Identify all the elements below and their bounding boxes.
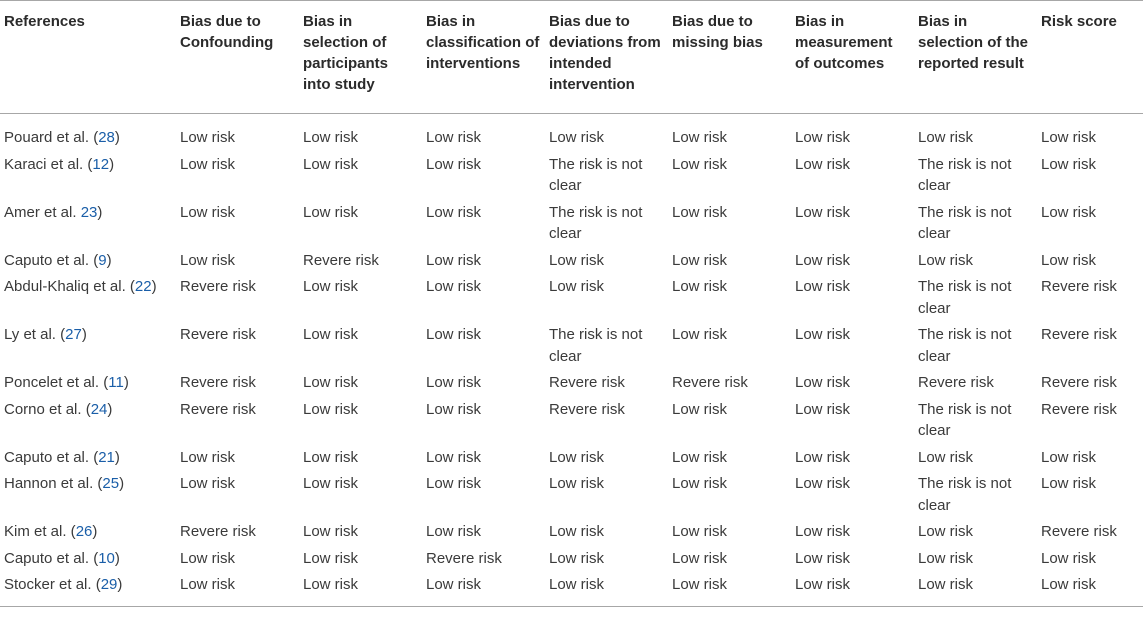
table-row (0, 519, 1143, 546)
reference-close-paren: ) (123, 374, 129, 391)
reference-close-paren: ) (114, 448, 120, 466)
risk-cell: Low risk (918, 129, 974, 146)
risk-cell: Low risk (303, 448, 359, 466)
risk-cell: Low risk (1041, 129, 1097, 146)
risk-cell: Revere risk (918, 374, 994, 391)
risk-cell: Low risk (795, 448, 851, 466)
risk-cell: The risk is not clear (549, 326, 643, 365)
risk-cell: Revere risk (1041, 400, 1117, 418)
reference-close-paren: ) (106, 251, 112, 269)
header-measurement: Bias in measurement of outcomes (795, 13, 893, 72)
risk-cell: Low risk (549, 251, 605, 269)
reference-cell (0, 322, 176, 370)
reference-citation-link[interactable]: 21 (98, 448, 115, 466)
risk-cell: Low risk (1041, 251, 1097, 269)
risk-cell: Low risk (303, 475, 359, 492)
risk-cell: Low risk (426, 374, 482, 391)
reference-close-paren: ) (109, 155, 115, 173)
risk-cell: Low risk (672, 278, 728, 295)
risk-cell: Revere risk (303, 251, 379, 269)
risk-cell: Revere risk (180, 523, 256, 540)
table-row (0, 151, 1143, 199)
reference-name: Corno et al. ( (4, 400, 91, 418)
risk-cell: Low risk (549, 576, 605, 593)
risk-cell: Low risk (795, 278, 851, 295)
risk-cell: Low risk (426, 155, 482, 173)
header-deviations: Bias due to deviations from intended intervention (549, 13, 661, 93)
reference-close-paren: ) (107, 400, 113, 418)
reference-cell (0, 247, 176, 274)
risk-cell: Low risk (672, 549, 728, 567)
risk-cell: Low risk (1041, 155, 1097, 173)
reference-citation-link[interactable]: 23 (80, 203, 98, 221)
risk-cell: Low risk (795, 576, 851, 593)
header-missing: Bias due to missing bias (672, 13, 763, 51)
risk-cell: The risk is not clear (918, 203, 1012, 242)
table-row (0, 199, 1143, 247)
risk-cell: Low risk (426, 251, 482, 269)
reference-close-paren: ) (117, 576, 123, 593)
reference-cell (0, 396, 176, 444)
risk-cell: Low risk (672, 129, 728, 146)
risk-cell: Low risk (303, 374, 359, 391)
risk-cell: Low risk (180, 448, 236, 466)
risk-cell: Revere risk (1041, 523, 1117, 540)
risk-cell: Low risk (672, 326, 728, 343)
risk-cell: The risk is not clear (918, 155, 1012, 194)
risk-cell: Low risk (795, 400, 851, 418)
reference-citation-link[interactable]: 27 (65, 326, 82, 343)
risk-cell: Low risk (303, 155, 359, 173)
risk-cell: Low risk (672, 576, 728, 593)
reference-close-paren: ) (114, 129, 120, 146)
reference-cell (0, 370, 176, 397)
reference-cell (0, 545, 176, 572)
table-body (0, 114, 1143, 607)
risk-cell: Revere risk (180, 374, 256, 391)
reference-name: Pouard et al. ( (4, 129, 99, 146)
risk-cell: Low risk (303, 549, 359, 567)
risk-cell: Low risk (672, 523, 728, 540)
reference-cell (0, 199, 176, 247)
table-row (0, 370, 1143, 397)
header-references: References (4, 13, 85, 30)
risk-cell: Low risk (426, 129, 482, 146)
risk-cell: Low risk (672, 400, 728, 418)
table-row (0, 545, 1143, 572)
reference-citation-link[interactable]: 10 (98, 549, 115, 567)
risk-cell: Low risk (180, 475, 236, 492)
reference-citation-link[interactable]: 11 (108, 374, 124, 391)
reference-cell (0, 444, 176, 471)
risk-cell: Revere risk (672, 374, 748, 391)
reference-cell (0, 114, 176, 152)
reference-citation-link[interactable]: 9 (98, 251, 107, 269)
table-row (0, 471, 1143, 519)
risk-cell: Low risk (918, 576, 974, 593)
risk-cell: Low risk (549, 278, 605, 295)
risk-cell: Low risk (303, 523, 359, 540)
risk-cell: Revere risk (180, 400, 256, 418)
risk-cell: Low risk (1041, 576, 1097, 593)
reference-close-paren: ) (151, 278, 157, 295)
table-row (0, 396, 1143, 444)
risk-cell: Low risk (180, 576, 236, 593)
risk-cell: Low risk (426, 523, 482, 540)
risk-cell: Low risk (795, 374, 851, 391)
risk-cell: Low risk (426, 326, 482, 343)
risk-cell: Low risk (1041, 203, 1097, 221)
risk-cell: The risk is not clear (918, 326, 1012, 365)
reference-citation-link[interactable]: 12 (92, 155, 110, 173)
reference-cell (0, 572, 176, 607)
risk-cell: Revere risk (426, 549, 502, 567)
risk-cell: Low risk (426, 400, 482, 418)
risk-cell: Low risk (549, 475, 605, 492)
risk-cell: Low risk (549, 129, 605, 146)
header-confounding: Bias due to Confounding (180, 13, 274, 51)
reference-name: Amer et al. (4, 203, 81, 221)
header-classification: Bias in classification of interventions (426, 13, 540, 72)
risk-cell: The risk is not clear (918, 475, 1012, 514)
risk-cell: Low risk (180, 155, 236, 173)
reference-close-paren: ) (92, 523, 98, 540)
risk-cell: Low risk (180, 203, 236, 221)
risk-cell: The risk is not clear (918, 400, 1012, 439)
reference-name: Hannon et al. ( (4, 475, 103, 492)
risk-cell: Low risk (795, 203, 851, 221)
reference-close-paren: ) (119, 475, 125, 492)
risk-cell: Revere risk (549, 374, 625, 391)
table-row (0, 322, 1143, 370)
table-row (0, 274, 1143, 322)
reference-name: Abdul-Khaliq et al. ( (4, 278, 135, 295)
table-header (0, 1, 1143, 114)
risk-cell: Low risk (672, 155, 728, 173)
reference-citation-link[interactable]: 29 (100, 576, 118, 593)
risk-cell: Low risk (180, 129, 236, 146)
risk-cell: Low risk (672, 203, 728, 221)
risk-cell: Low risk (303, 129, 359, 146)
risk-cell: Low risk (426, 475, 482, 492)
header-selection-participants: Bias in selection of participants into study (303, 13, 389, 93)
reference-name: Stocker et al. ( (4, 576, 101, 593)
risk-cell: Low risk (795, 251, 851, 269)
risk-cell: Low risk (180, 549, 236, 567)
reference-name: Ly et al. ( (4, 326, 66, 343)
risk-cell: The risk is not clear (549, 155, 643, 194)
risk-cell: Revere risk (1041, 374, 1117, 391)
risk-cell: Low risk (918, 549, 974, 567)
risk-cell: Low risk (426, 203, 482, 221)
reference-cell (0, 471, 176, 519)
risk-cell: The risk is not clear (549, 203, 643, 242)
header-row (0, 1, 1143, 114)
risk-cell: Low risk (918, 448, 974, 466)
reference-citation-link[interactable]: 22 (134, 278, 152, 295)
risk-cell: Low risk (918, 251, 974, 269)
risk-cell: Low risk (918, 523, 974, 540)
reference-name: Caputo et al. ( (4, 549, 99, 567)
risk-cell: The risk is not clear (918, 278, 1012, 317)
risk-cell: Low risk (303, 400, 359, 418)
risk-cell: Low risk (549, 448, 605, 466)
risk-cell: Low risk (426, 278, 482, 295)
risk-cell: Revere risk (1041, 278, 1117, 295)
reference-cell (0, 151, 176, 199)
risk-cell: Low risk (795, 523, 851, 540)
risk-cell: Revere risk (180, 278, 256, 295)
table-row (0, 114, 1143, 152)
reference-cell (0, 274, 176, 322)
reference-name: Karaci et al. ( (4, 155, 93, 173)
risk-cell: Revere risk (1041, 326, 1117, 343)
risk-cell: Low risk (303, 326, 359, 343)
reference-close-paren: ) (81, 326, 87, 343)
risk-cell: Low risk (426, 576, 482, 593)
risk-cell: Low risk (426, 448, 482, 466)
table-row (0, 444, 1143, 471)
risk-cell: Low risk (549, 549, 605, 567)
risk-cell: Low risk (672, 475, 728, 492)
reference-citation-link[interactable]: 28 (98, 129, 115, 146)
risk-cell: Low risk (1041, 475, 1097, 492)
header-risk-score: Risk score (1041, 13, 1117, 30)
risk-cell: Low risk (303, 278, 359, 295)
risk-cell: Low risk (303, 203, 359, 221)
risk-cell: Low risk (795, 549, 851, 567)
reference-name: Caputo et al. ( (4, 251, 99, 269)
reference-close-paren: ) (97, 203, 103, 221)
reference-citation-link[interactable]: 26 (75, 523, 93, 540)
risk-cell: Low risk (180, 251, 236, 269)
risk-cell: Low risk (303, 576, 359, 593)
reference-citation-link[interactable]: 24 (90, 400, 108, 418)
risk-cell: Low risk (672, 251, 728, 269)
table-row (0, 572, 1143, 607)
risk-cell: Low risk (549, 523, 605, 540)
risk-cell: Low risk (795, 475, 851, 492)
risk-cell: Low risk (1041, 549, 1097, 567)
reference-citation-link[interactable]: 25 (102, 475, 120, 492)
reference-name: Kim et al. ( (4, 523, 76, 540)
header-reported-result: Bias in selection of the reported result (918, 13, 1029, 72)
risk-cell: Revere risk (549, 400, 625, 418)
risk-cell: Low risk (672, 448, 728, 466)
risk-cell: Revere risk (180, 326, 256, 343)
reference-name: Poncelet et al. ( (4, 374, 109, 391)
reference-name: Caputo et al. ( (4, 448, 99, 466)
risk-cell: Low risk (795, 326, 851, 343)
table-row (0, 247, 1143, 274)
reference-close-paren: ) (114, 549, 120, 567)
risk-cell: Low risk (1041, 448, 1097, 466)
risk-cell: Low risk (795, 129, 851, 146)
reference-cell (0, 519, 176, 546)
risk-cell: Low risk (795, 155, 851, 173)
